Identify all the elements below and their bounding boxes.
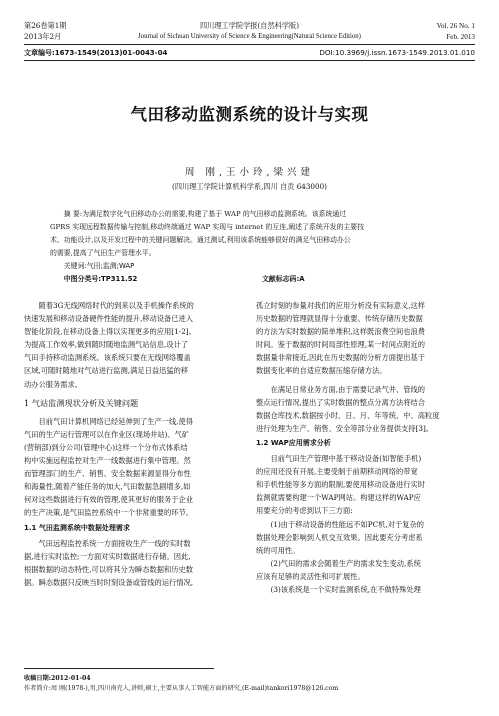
text-line: 气田的生产运行管理可以在作业区(现场井站)、气矿 bbox=[24, 429, 190, 439]
paper-affiliation: (四川理工学院计算机科学系,四川 自贡 643000) bbox=[172, 182, 327, 191]
text-line: 随着3G无线网络时代的到来以及手机操作系统的 bbox=[38, 301, 194, 310]
text-line: (3)该系统是一个实时监测系统,在不做特殊处理 bbox=[270, 584, 421, 594]
text-line: 数据处理会影响到人机交互效果。因此要充分考虑系 bbox=[256, 532, 423, 542]
text-line: 数据量非常接近,因此在历史数据的分析方面提出基于 bbox=[256, 353, 426, 363]
header-rule-bottom bbox=[24, 60, 475, 61]
text-line: 的生产决策,是气田监控系统中一个非常重要的环节。 bbox=[24, 508, 194, 518]
section-1-heading: 1 气站监测现状分析及关键问题 bbox=[24, 397, 139, 408]
text-line: 整点运行情况,提出了实时数据的整点分离方法将结合 bbox=[256, 397, 426, 407]
footnote bbox=[24, 674, 475, 693]
section-1-1-paragraph bbox=[24, 537, 239, 589]
text-line: 目前气田计算机网络已经延伸到了生产一线,使得 bbox=[38, 416, 194, 426]
section-1-paragraph bbox=[24, 415, 239, 520]
text-line: 时间。鉴于数据的时间局部性原理,某一时间点附近的 bbox=[256, 340, 426, 350]
text-line: (营销部)到分公司(管理中心)这样一个分布式体系结 bbox=[24, 442, 188, 452]
article-number: 文章编号:1673-1549(2013)01-0043-04 bbox=[24, 49, 168, 57]
text-line: 应该有足够的灵活性和可扩展性。 bbox=[256, 571, 365, 581]
list-item bbox=[256, 583, 474, 596]
document-code: 文献标志码:A bbox=[262, 275, 305, 283]
text-line: 为提高工作效率,做到随时随地监测气站信息,设计了 bbox=[24, 340, 189, 350]
text-line: 历史数据的管理就显得十分重要。传统存储历史数据 bbox=[256, 314, 423, 324]
right-column bbox=[256, 299, 474, 596]
header-journal-en: Journal of Sichuan University of Science & Engineering(Natural Science Edition) bbox=[138, 33, 361, 40]
text-line: 何对这些数据进行有效的管理,使其更好的服务于企业 bbox=[24, 495, 194, 505]
text-line: 和手机性能等多方面的限制,要使用移动设备进行实时 bbox=[256, 480, 426, 490]
text-line: 用要充分的考虑到以下三方面: bbox=[256, 506, 353, 516]
text-line: 而管理部门的生产、销售、安全数据来源显得分布性 bbox=[24, 469, 191, 479]
header-rule-top bbox=[24, 44, 475, 45]
text-line: 统的可用性。 bbox=[256, 545, 300, 555]
received-date: 收稿日期:2012-01-04 bbox=[24, 675, 91, 682]
paper-authors: 周 刚,王小玲,梁兴建 bbox=[184, 167, 315, 178]
section-1-1-heading: 1.1 气田监测系统中数据处理需求 bbox=[24, 523, 130, 532]
list-item bbox=[256, 518, 474, 557]
abstract-line: GPRS 实现远程数据传输与控制,移动终端通过 WAP 实现与 internet 的互连,阐述了系统开发的主要技 bbox=[50, 223, 365, 231]
text-line: 目前气田生产管理中基于移动设备(如智能手机) bbox=[270, 454, 422, 464]
text-line: 构中实施远程监控对生产一线数据进行集中管理。然 bbox=[24, 456, 191, 466]
text-line: (1)由于移动设备的性能远不如PC机,对于复杂的 bbox=[270, 519, 425, 529]
text-line: 动办公服务需求。 bbox=[24, 379, 83, 389]
text-line: 的方法为实时数据的简单堆积,这样既浪费空间也浪费 bbox=[256, 327, 426, 337]
text-line: 据,进行实时监控;一方面对实时数据进行存储。因此, bbox=[24, 551, 191, 561]
text-line: 的应用还没有开展,主要受制于前期移动网络的带宽 bbox=[256, 467, 418, 477]
text-line: 和海量性,随着产能任务的加大,气田数据急剧增多,如 bbox=[24, 482, 191, 492]
right-paragraph-2 bbox=[256, 383, 474, 435]
keywords: 关键词:气田;监测;WAP bbox=[63, 262, 135, 270]
footnote-rule bbox=[24, 668, 214, 669]
clc-number: 中图分类号:TP311.52 bbox=[63, 275, 138, 283]
paper-title: 气田移动监测系统的设计与实现 bbox=[130, 105, 369, 124]
intro-paragraph bbox=[24, 299, 239, 391]
text-line: 气田手持移动监测系统。该系统只要在无线网络覆盖 bbox=[24, 353, 191, 363]
text-line: 据。瞬态数据只反映当时时刻设备或管线的运行情况, bbox=[24, 577, 194, 587]
abstract-block bbox=[50, 208, 454, 286]
text-line: 监测就需要构建一个WAP网站。构建这样的WAP应 bbox=[256, 493, 421, 503]
text-line: 气田远程监控系统一方面接收生产一线的实时数 bbox=[38, 538, 191, 548]
section-1-2-heading: 1.2 WAP应用需求分析 bbox=[256, 438, 331, 447]
text-line: 快速发展和移动设备硬件性能的提升,移动设备已进入 bbox=[24, 314, 194, 324]
header-year-month-cn: 2013年2月 bbox=[24, 32, 62, 41]
author-bio: 作者简介:周 刚(1978-),男,四川南充人,讲师,硕士,主要从事人工智能方面的研究,(E-mail)tankori1978@126.com bbox=[24, 684, 339, 692]
right-paragraph-1 bbox=[256, 299, 474, 378]
text-line: 区域,可随时随地对气站进行监测,满足日益迅猛的移 bbox=[24, 366, 189, 376]
header-volume-cn: 第26卷第1期 bbox=[24, 21, 67, 30]
text-line: 数据变化率的自适应数据压缩存储方法。 bbox=[256, 366, 387, 376]
abstract-line: 的需要,提高了气田生产管理水平。 bbox=[50, 249, 156, 257]
left-column bbox=[24, 299, 239, 589]
doi: DOI:10.3969/j.issn.1673-1549.2013.01.010 bbox=[319, 48, 475, 57]
header-volume-en: Vol. 26 No. 1 bbox=[436, 22, 475, 30]
header-journal-cn: 四川理工学院学报(自然科学版) bbox=[199, 21, 300, 30]
abstract-line: 摘 要:为满足数字化气田移动办公的需要,构建了基于 WAP 的气田移动监测系统。该系统通过 bbox=[63, 210, 347, 218]
text-line: 孤立时刻的参量对我们的应用分析没有实际意义,这样 bbox=[256, 301, 426, 310]
header-date-en: Feb. 2013 bbox=[446, 33, 475, 41]
text-line: 在满足日常业务方面,由于需要记录气井、管线的 bbox=[270, 384, 426, 394]
text-line: (2)气田的需求会随着生产的需求发生变动,系统 bbox=[270, 558, 421, 568]
text-line: 智能化阶段,在移动设备上得以实现更多的应用[1-2]。 bbox=[24, 327, 196, 337]
abstract-line: 术、功能设计,以及开发过程中的关键问题解决。通过测试,利用该系统能够很好的满足气田移动办公 bbox=[50, 236, 351, 244]
right-paragraph-3 bbox=[256, 452, 474, 517]
list-item bbox=[256, 557, 474, 583]
text-line: 数据仓库技术,数据按小时、日、月、年等统、中、高粒度 bbox=[256, 410, 440, 420]
text-line: 根据数据的动态特性,可以将其分为瞬态数据和历史数 bbox=[24, 564, 194, 574]
text-line: 进行处理为生产、销售、安全等部分业务提供支持[3]。 bbox=[256, 423, 434, 433]
